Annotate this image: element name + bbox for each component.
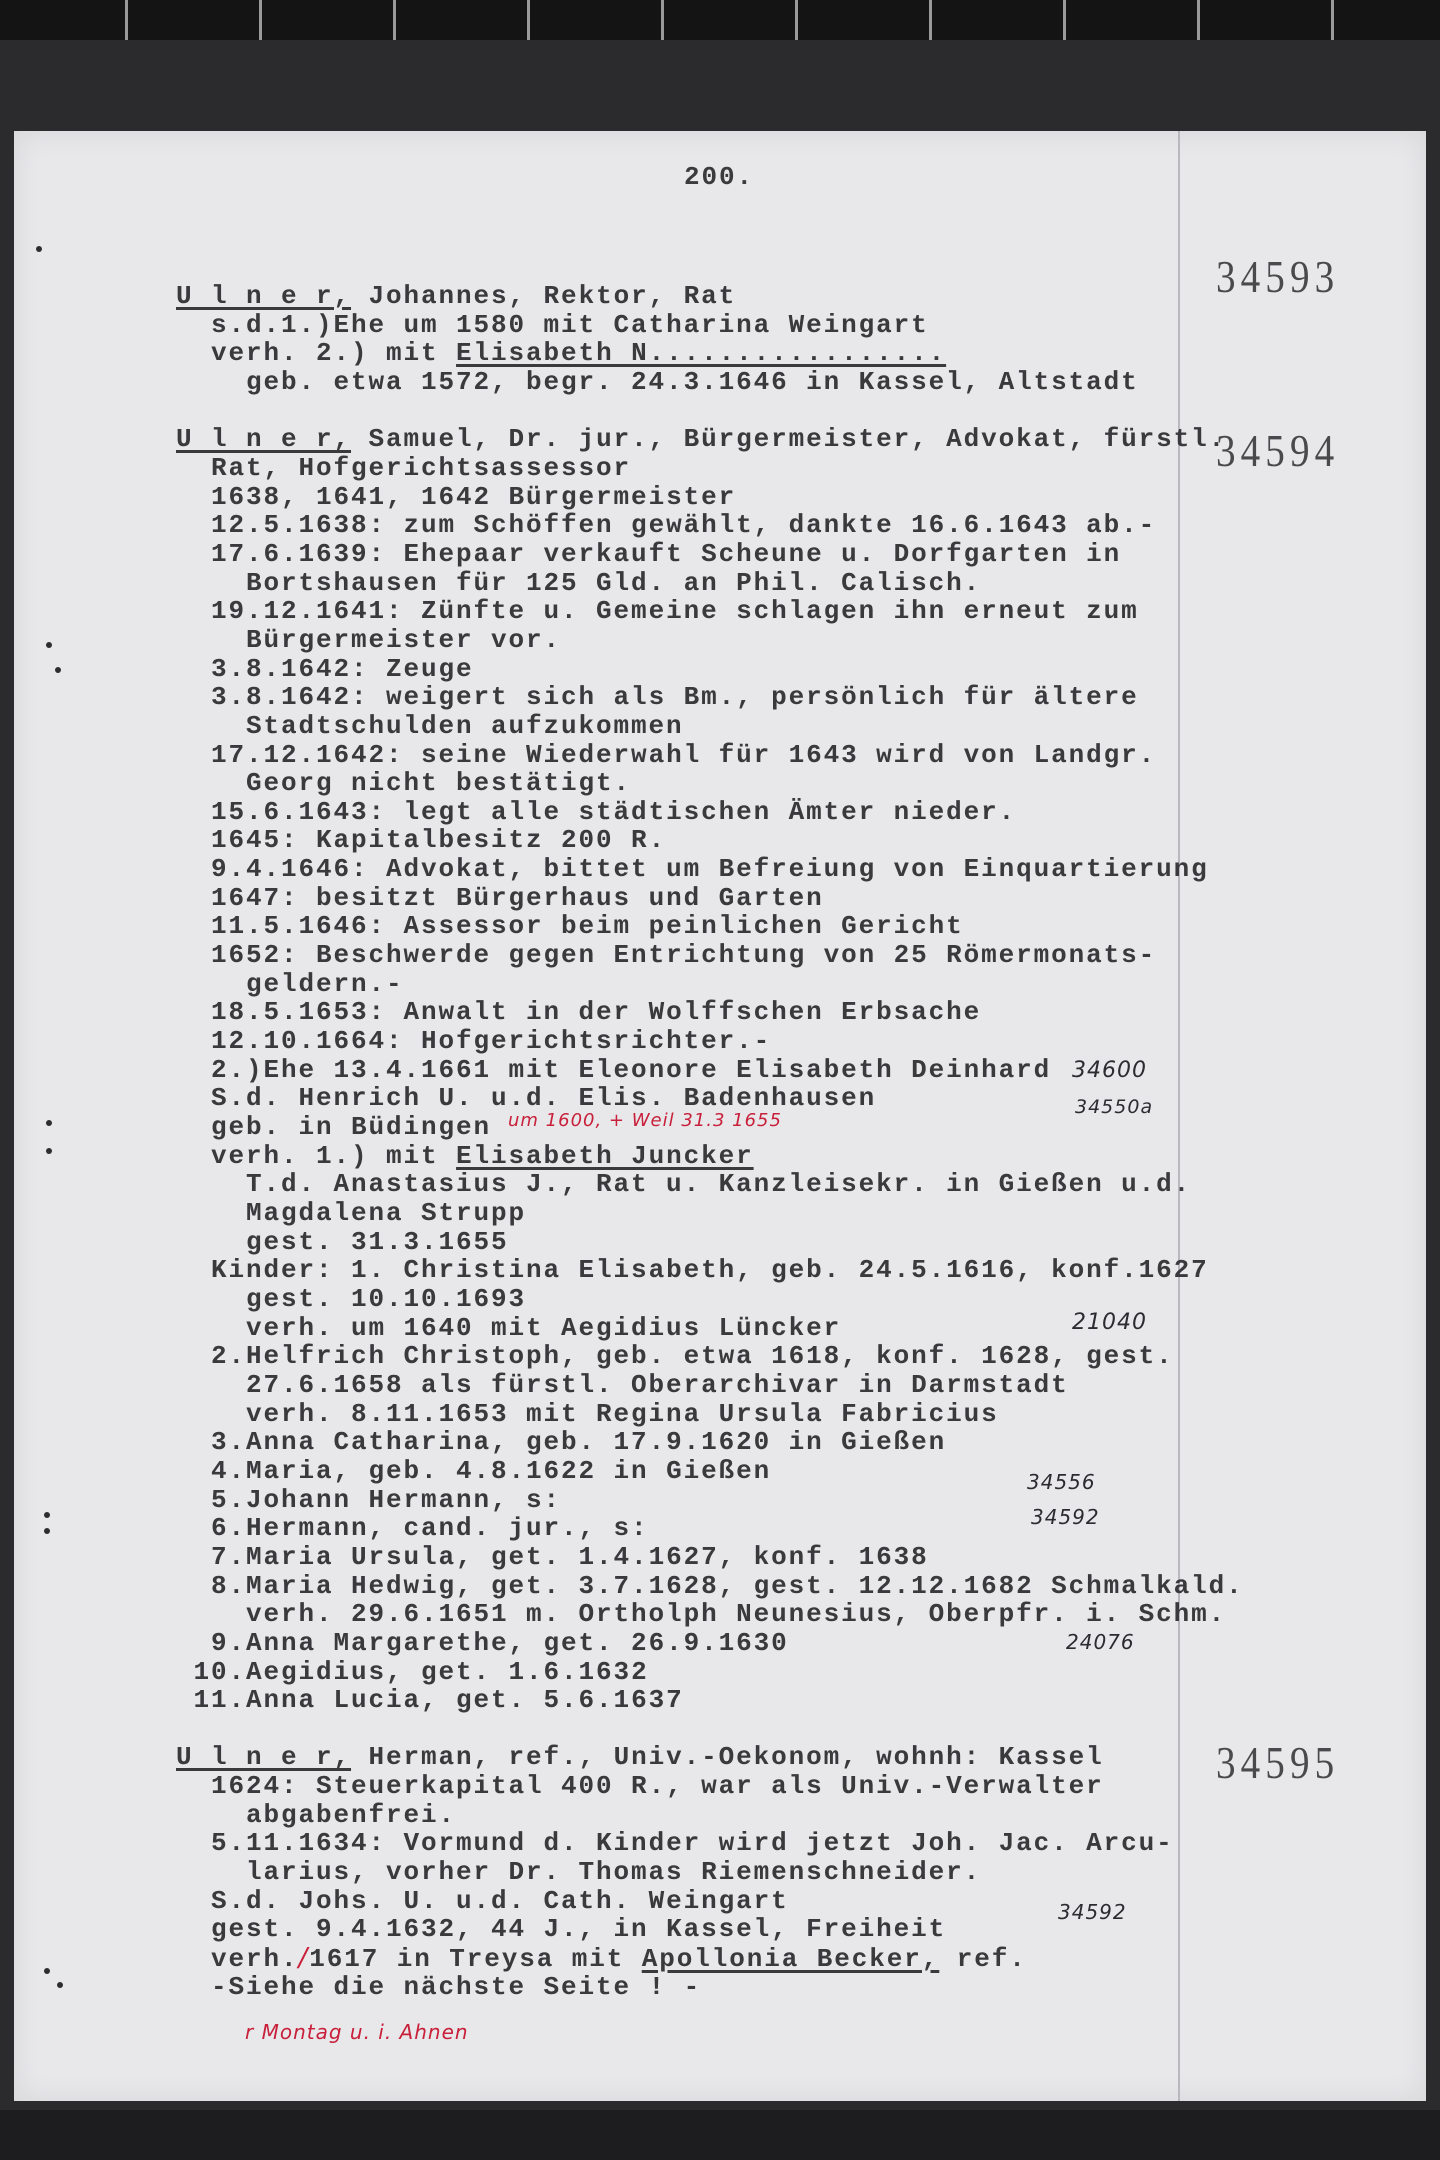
text-line [176,855,1244,884]
text-segment: 15.6.1643: legt alle städtischen Ämter nieder. [211,796,1017,827]
text-segment: verh. 8.11.1653 mit Regina Ursula Fabricius [246,1398,999,1429]
text-line [176,655,1244,684]
underlined-name: U l n e r, [176,424,352,455]
text-line [176,998,1244,1027]
text-line [176,912,1244,941]
text-line [176,626,1244,655]
text-segment: S.d. Johs. U. u.d. Cath. Weingart [211,1885,789,1916]
text-line [176,798,1244,827]
text-segment: verh. 29.6.1651 m. Ortholph Neunesius, Oberpfr. i. Schm. [246,1599,1227,1630]
text-segment: 18.5.1653: Anwalt in der Wolffschen Erbsache [211,997,982,1028]
record-number-stamp: 34594 [1216,425,1340,476]
text-segment: Bortshausen für 125 Gld. an Phil. Calisch. [246,567,982,598]
text-segment: 1647: besitzt Bürgerhaus und Garten [211,882,824,913]
text-segment: ref. [939,1944,1027,1975]
blank-line [176,397,1244,426]
text-segment: 17.12.1642: seine Wiederwahl für 1643 wird von Landgr. [211,739,1157,770]
text-segment: abgabenfrei. [246,1799,457,1830]
underlined-name: U l n e r, [176,281,352,311]
text-segment: T.d. Anastasius J., Rat u. Kanzleisekr. in Gießen u.d. [246,1169,1192,1200]
text-line [176,1658,1244,1687]
text-segment: Bürgermeister vor. [246,624,562,655]
margin-mark [46,642,52,648]
text-line [176,282,1244,311]
text-line [176,941,1244,970]
text-segment: 5.Johann Hermann, s: [211,1484,562,1515]
text-segment: verh. 1.) mit [211,1140,457,1171]
text-segment: 1645: Kapitalbesitz 200 R. [211,825,667,856]
text-segment: Johannes, Rektor, Rat [351,281,737,311]
text-line [176,741,1244,770]
underlined-name: Elisabeth N................. [456,338,947,369]
text-line [176,597,1244,626]
text-line [176,1743,1244,1772]
page-number: 200. [684,162,755,192]
text-line [176,970,1244,999]
text-segment: 19.12.1641: Zünfte u. Gemeine schlagen ihn erneut zum [211,596,1139,627]
text-segment: larius, vorher Dr. Thomas Riemenschneider. [246,1857,982,1888]
handwritten-reference: 34592 [1031,1505,1100,1529]
margin-mark [44,1528,50,1534]
text-line [176,1858,1244,1887]
text-segment: verh. 2.) mit [211,338,457,369]
text-segment: 3.Anna Catharina, geb. 17.9.1620 in Gießen [211,1427,947,1458]
text-segment: gest. 10.10.1693 [246,1283,527,1314]
text-segment: S.d. Henrich U. u.d. Elis. Badenhausen [211,1083,877,1114]
record-number-stamp: 34593 [1216,251,1340,302]
text-line [176,1400,1244,1429]
film-strip-top [0,0,1440,40]
text-line [176,769,1244,798]
text-segment: Kinder: 1. Christina Elisabeth, geb. 24.5.1616, konf.1627 [211,1255,1209,1286]
margin-mark [36,246,42,252]
text-segment: 10.Aegidius, get. 1.6.1632 [193,1656,649,1687]
text-line [176,425,1244,454]
text-segment: geldern.- [246,968,404,999]
text-segment: Georg nicht bestätigt. [246,768,632,799]
text-line [176,483,1244,512]
record-number-stamp: 34595 [1216,1737,1340,1788]
text-segment: 1638, 1641, 1642 Bürgermeister [211,481,737,512]
text-segment: 2.)Ehe 13.4.1661 mit Eleonore Elisabeth Deinhard [211,1054,1052,1085]
text-line [176,1801,1244,1830]
text-segment: 3.8.1642: Zeuge [211,653,474,684]
text-line [176,1027,1244,1056]
text-line [176,1371,1244,1400]
text-segment: 12.10.1664: Hofgerichtsrichter.- [211,1026,772,1057]
text-segment: gest. 31.3.1655 [246,1226,509,1257]
text-segment: 7.Maria Ursula, get. 1.4.1627, konf. 1638 [211,1541,929,1572]
underlined-name: Elisabeth Juncker [456,1140,754,1171]
text-line [176,1829,1244,1858]
handwritten-reference: 34556 [1027,1470,1096,1494]
margin-mark [55,667,61,673]
text-segment: 12.5.1638: zum Schöffen gewählt, dankte 16.6.1643 ab.- [211,510,1157,541]
text-segment: 1624: Steuerkapital 400 R., war als Univ.-Verwalter [211,1771,1104,1802]
text-line [176,540,1244,569]
text-line [176,1944,1244,1973]
text-segment: Magdalena Strupp [246,1198,527,1228]
text-line [176,884,1244,913]
text-segment: geb. in Büdingen [211,1112,492,1143]
handwritten-reference: 21040 [1072,1310,1147,1335]
text-line [176,1572,1244,1601]
text-segment: 11.5.1646: Assessor beim peinlichen Gericht [211,911,964,942]
text-line [176,1686,1244,1715]
text-line [176,826,1244,855]
text-segment: Rat, Hofgerichtsassessor [211,452,632,483]
text-line [176,511,1244,540]
text-segment: verh. um 1640 mit Aegidius Lüncker [246,1312,842,1343]
text-segment: s.d.1.)Ehe um 1580 mit Catharina Weingart [211,309,929,340]
text-line [176,454,1244,483]
text-segment: Herman, ref., Univ.-Oekonom, wohnh: Kassel [351,1742,1104,1773]
text-segment: 1652: Beschwerde gegen Entrichtung von 25 Römermonats- [211,940,1157,971]
blank-line [176,1715,1244,1744]
text-line [176,1543,1244,1572]
text-line [176,1342,1244,1371]
text-line [176,1170,1244,1199]
text-line [176,569,1244,598]
text-line [176,1600,1244,1629]
handwritten-reference: 34600 [1072,1058,1147,1083]
text-segment: 5.11.1634: Vormund d. Kinder wird jetzt Joh. Jac. Arcu- [211,1828,1174,1859]
text-segment: 1617 in Treysa mit [309,1944,642,1975]
text-line [176,368,1244,397]
margin-mark [46,1148,52,1154]
text-line [176,1199,1244,1228]
film-strip-bottom [0,2110,1440,2160]
typed-text-body [176,282,1244,2001]
text-segment: 6.Hermann, cand. jur., s: [211,1513,649,1544]
text-segment: Samuel, Dr. jur., Bürgermeister, Advokat, fürstl. [351,424,1227,455]
text-segment: 11.Anna Lucia, get. 5.6.1637 [193,1685,684,1716]
text-line [176,1256,1244,1285]
underlined-name: U l n e r, [176,1742,352,1773]
text-segment: 17.6.1639: Ehepaar verkauft Scheune u. Dorfgarten in [211,538,1122,569]
red-correction-mark: / [298,1943,310,1974]
text-segment: geb. etwa 1572, begr. 24.3.1646 in Kassel, Altstadt [246,366,1139,397]
text-segment: 3.8.1642: weigert sich als Bm., persönlich für ältere [211,682,1139,713]
margin-mark [44,1512,50,1518]
text-segment: -Siehe die nächste Seite ! - [211,1971,702,2002]
text-line [176,311,1244,340]
margin-mark [46,1120,52,1126]
text-segment: Stadtschulden aufzukommen [246,710,684,741]
text-line [176,1973,1244,2002]
text-line [176,339,1244,368]
text-segment: 8.Maria Hedwig, get. 3.7.1628, gest. 12.12.1682 Schmalkald. [211,1570,1244,1601]
handwritten-reference: 34550a [1075,1096,1154,1118]
text-line [176,712,1244,741]
text-segment: verh. [211,1944,299,1975]
text-segment: gest. 9.4.1632, 44 J., in Kassel, Freiheit [211,1914,947,1945]
text-segment: 27.6.1658 als fürstl. Oberarchivar in Darmstadt [246,1369,1069,1400]
text-line [176,1772,1244,1801]
handwritten-red-note: um 1600, + Weil 31.3 1655 [508,1110,782,1131]
text-line [176,683,1244,712]
handwritten-reference: 34592 [1058,1900,1127,1924]
margin-mark [44,1968,50,1974]
handwritten-red-note: r Montag u. i. Ahnen [245,2020,469,2044]
margin-mark [57,1982,63,1988]
text-segment: 9.4.1646: Advokat, bittet um Befreiung von Einquartierung [211,854,1209,885]
text-line [176,1228,1244,1257]
text-segment: 4.Maria, geb. 4.8.1622 in Gießen [211,1455,772,1486]
handwritten-reference: 24076 [1066,1630,1135,1654]
text-line [176,1142,1244,1171]
text-segment: 2.Helfrich Christoph, geb. etwa 1618, konf. 1628, gest. [211,1341,1174,1372]
text-segment: 9.Anna Margarethe, get. 26.9.1630 [211,1627,789,1658]
underlined-name: Apollonia Becker, [641,1944,940,1975]
text-line [176,1428,1244,1457]
